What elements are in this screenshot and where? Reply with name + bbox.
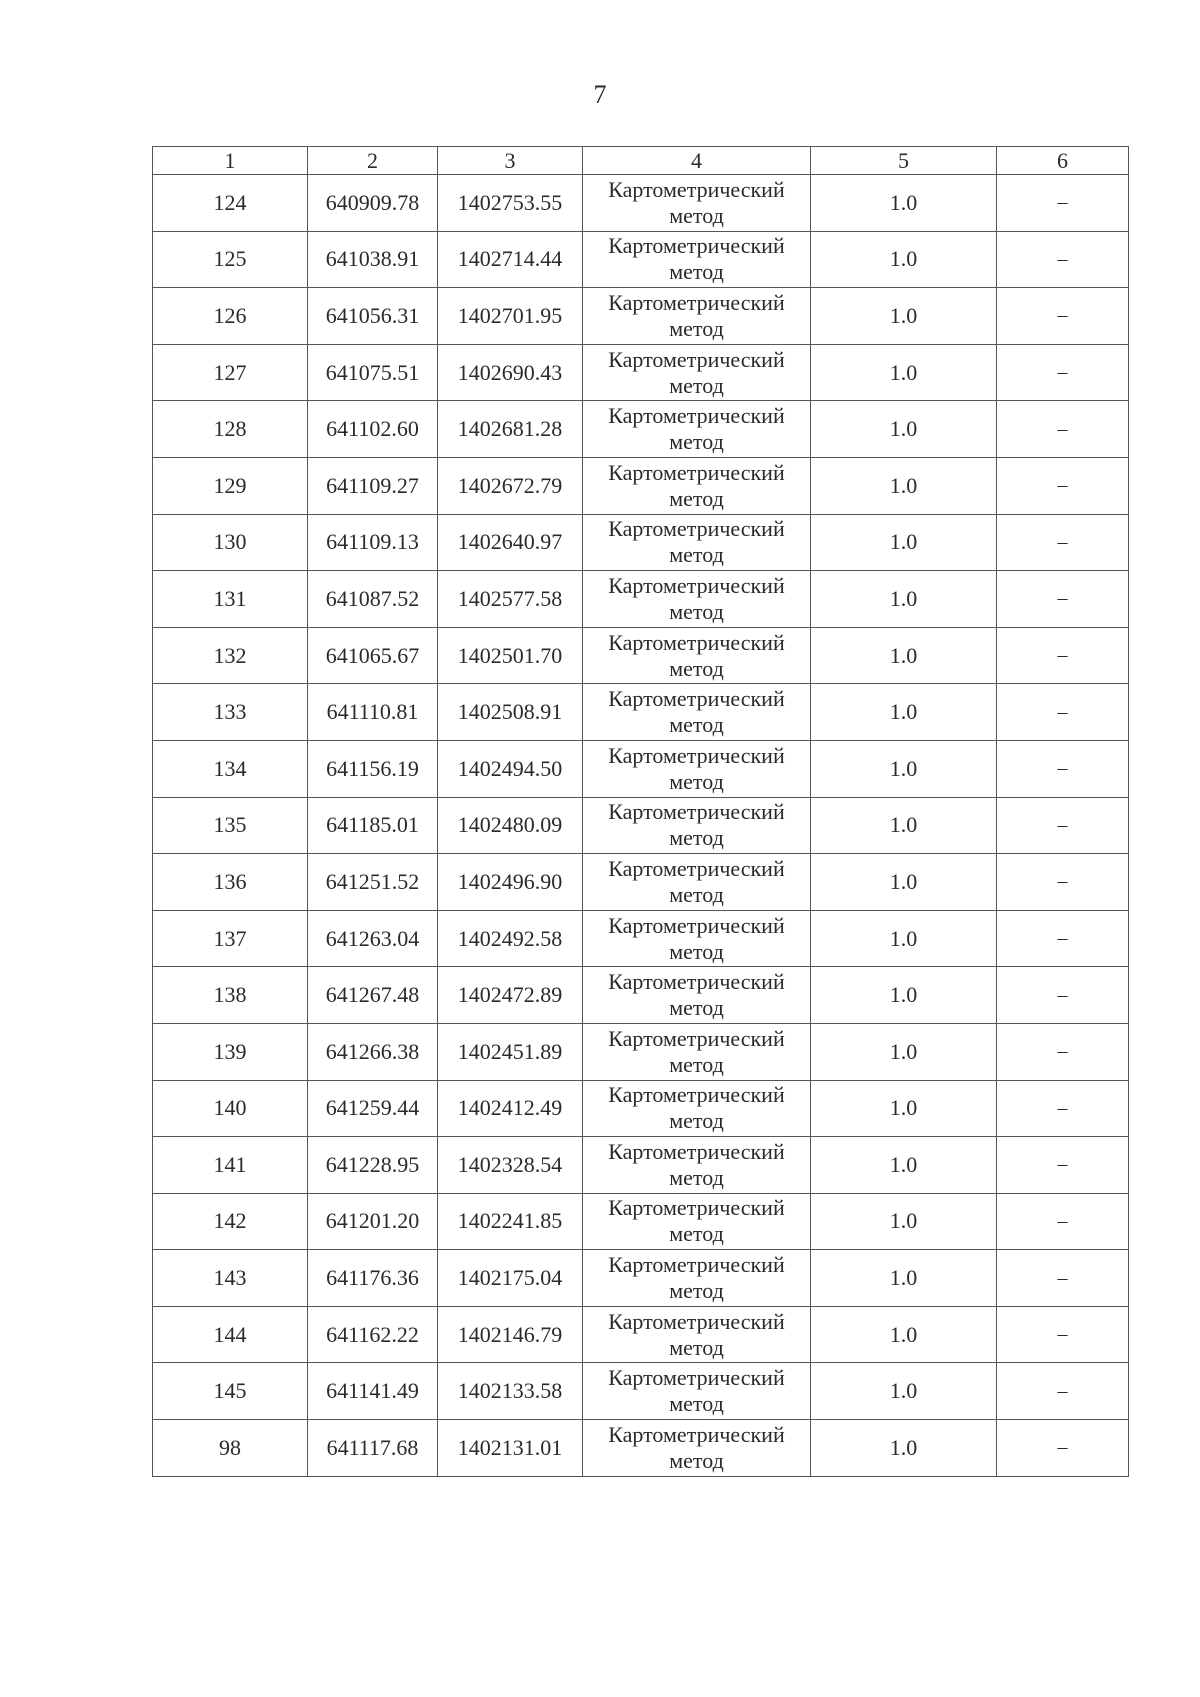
method-line-1: Картометрический (608, 1308, 785, 1334)
method-line-1: Картометрический (608, 572, 785, 598)
method-line-2: метод (669, 202, 724, 228)
y-coordinate-cell: 1402681.28 (438, 401, 583, 458)
note-cell: – (997, 175, 1129, 232)
accuracy-cell: 1.0 (811, 457, 997, 514)
point-number-cell: 138 (153, 967, 308, 1024)
y-coordinate-cell: 1402241.85 (438, 1193, 583, 1250)
table-header (153, 147, 1129, 175)
method-cell (583, 401, 811, 458)
header-col-5: 5 (811, 147, 997, 175)
accuracy-cell: 1.0 (811, 797, 997, 854)
table-row (153, 231, 1129, 288)
table-row (153, 457, 1129, 514)
note-cell: – (997, 910, 1129, 967)
accuracy-cell: 1.0 (811, 1080, 997, 1137)
accuracy-cell: 1.0 (811, 514, 997, 571)
method-cell (583, 967, 811, 1024)
method-line-1: Картометрический (608, 912, 785, 938)
x-coordinate-cell: 641109.13 (308, 514, 438, 571)
method-cell (583, 231, 811, 288)
point-number-cell: 145 (153, 1363, 308, 1420)
y-coordinate-cell: 1402492.58 (438, 910, 583, 967)
note-cell: – (997, 457, 1129, 514)
table-row (153, 1250, 1129, 1307)
x-coordinate-cell: 641185.01 (308, 797, 438, 854)
x-coordinate-cell: 640909.78 (308, 175, 438, 232)
x-coordinate-cell: 641109.27 (308, 457, 438, 514)
accuracy-cell: 1.0 (811, 967, 997, 1024)
table-row (153, 571, 1129, 628)
note-cell: – (997, 571, 1129, 628)
x-coordinate-cell: 641141.49 (308, 1363, 438, 1420)
point-number-cell: 128 (153, 401, 308, 458)
method-line-2: метод (669, 598, 724, 624)
y-coordinate-cell: 1402577.58 (438, 571, 583, 628)
point-number-cell: 144 (153, 1306, 308, 1363)
method-cell (583, 344, 811, 401)
accuracy-cell: 1.0 (811, 231, 997, 288)
y-coordinate-cell: 1402412.49 (438, 1080, 583, 1137)
method-line-2: метод (669, 542, 724, 568)
method-cell (583, 1023, 811, 1080)
accuracy-cell: 1.0 (811, 1193, 997, 1250)
method-line-1: Картометрический (608, 459, 785, 485)
accuracy-cell: 1.0 (811, 288, 997, 345)
y-coordinate-cell: 1402701.95 (438, 288, 583, 345)
table-row (153, 797, 1129, 854)
note-cell: – (997, 401, 1129, 458)
x-coordinate-cell: 641117.68 (308, 1420, 438, 1477)
table-row (153, 684, 1129, 741)
method-line-1: Картометрический (608, 403, 785, 429)
y-coordinate-cell: 1402508.91 (438, 684, 583, 741)
x-coordinate-cell: 641266.38 (308, 1023, 438, 1080)
table-row (153, 175, 1129, 232)
method-line-2: метод (669, 712, 724, 738)
method-line-1: Картометрический (608, 233, 785, 259)
header-col-3: 3 (438, 147, 583, 175)
method-line-1: Картометрический (608, 516, 785, 542)
method-line-1: Картометрический (608, 969, 785, 995)
method-cell (583, 1080, 811, 1137)
table-row (153, 1023, 1129, 1080)
y-coordinate-cell: 1402501.70 (438, 627, 583, 684)
note-cell: – (997, 1080, 1129, 1137)
method-cell (583, 457, 811, 514)
method-cell (583, 571, 811, 628)
table-row (153, 401, 1129, 458)
y-coordinate-cell: 1402451.89 (438, 1023, 583, 1080)
method-line-2: метод (669, 1278, 724, 1304)
point-number-cell: 133 (153, 684, 308, 741)
point-number-cell: 129 (153, 457, 308, 514)
x-coordinate-cell: 641056.31 (308, 288, 438, 345)
y-coordinate-cell: 1402714.44 (438, 231, 583, 288)
note-cell: – (997, 231, 1129, 288)
point-number-cell: 132 (153, 627, 308, 684)
note-cell: – (997, 854, 1129, 911)
note-cell: – (997, 1137, 1129, 1194)
point-number-cell: 134 (153, 740, 308, 797)
method-line-2: метод (669, 1051, 724, 1077)
note-cell: – (997, 627, 1129, 684)
accuracy-cell: 1.0 (811, 740, 997, 797)
method-line-2: метод (669, 938, 724, 964)
note-cell: – (997, 514, 1129, 571)
method-cell (583, 175, 811, 232)
point-number-cell: 137 (153, 910, 308, 967)
note-cell: – (997, 967, 1129, 1024)
y-coordinate-cell: 1402496.90 (438, 854, 583, 911)
x-coordinate-cell: 641087.52 (308, 571, 438, 628)
x-coordinate-cell: 641110.81 (308, 684, 438, 741)
x-coordinate-cell: 641065.67 (308, 627, 438, 684)
x-coordinate-cell: 641267.48 (308, 967, 438, 1024)
header-row (153, 147, 1129, 175)
method-line-1: Картометрический (608, 686, 785, 712)
table-row (153, 288, 1129, 345)
point-number-cell: 130 (153, 514, 308, 571)
method-line-2: метод (669, 429, 724, 455)
accuracy-cell: 1.0 (811, 1306, 997, 1363)
point-number-cell: 131 (153, 571, 308, 628)
method-cell (583, 1420, 811, 1477)
accuracy-cell: 1.0 (811, 1023, 997, 1080)
y-coordinate-cell: 1402672.79 (438, 457, 583, 514)
coordinates-table (152, 146, 1129, 1477)
table-row (153, 344, 1129, 401)
y-coordinate-cell: 1402494.50 (438, 740, 583, 797)
y-coordinate-cell: 1402472.89 (438, 967, 583, 1024)
method-cell (583, 1306, 811, 1363)
note-cell: – (997, 797, 1129, 854)
note-cell: – (997, 1250, 1129, 1307)
note-cell: – (997, 344, 1129, 401)
accuracy-cell: 1.0 (811, 854, 997, 911)
note-cell: – (997, 684, 1129, 741)
method-line-1: Картометрический (608, 1025, 785, 1051)
method-cell (583, 1363, 811, 1420)
method-line-1: Картометрический (608, 176, 785, 202)
method-line-2: метод (669, 1447, 724, 1473)
method-cell (583, 1137, 811, 1194)
point-number-cell: 125 (153, 231, 308, 288)
x-coordinate-cell: 641102.60 (308, 401, 438, 458)
table-row (153, 1137, 1129, 1194)
x-coordinate-cell: 641201.20 (308, 1193, 438, 1250)
table-body (153, 175, 1129, 1477)
method-cell (583, 627, 811, 684)
accuracy-cell: 1.0 (811, 175, 997, 232)
method-line-1: Картометрический (608, 1365, 785, 1391)
header-col-6: 6 (997, 147, 1129, 175)
accuracy-cell: 1.0 (811, 401, 997, 458)
x-coordinate-cell: 641162.22 (308, 1306, 438, 1363)
table-row (153, 854, 1129, 911)
point-number-cell: 135 (153, 797, 308, 854)
method-cell (583, 740, 811, 797)
y-coordinate-cell: 1402480.09 (438, 797, 583, 854)
y-coordinate-cell: 1402146.79 (438, 1306, 583, 1363)
method-line-1: Картометрический (608, 1082, 785, 1108)
point-number-cell: 139 (153, 1023, 308, 1080)
accuracy-cell: 1.0 (811, 627, 997, 684)
method-line-2: метод (669, 1334, 724, 1360)
method-cell (583, 288, 811, 345)
method-line-2: метод (669, 1164, 724, 1190)
header-col-2: 2 (308, 147, 438, 175)
point-number-cell: 142 (153, 1193, 308, 1250)
table-row (153, 1306, 1129, 1363)
method-line-1: Картометрический (608, 346, 785, 372)
y-coordinate-cell: 1402690.43 (438, 344, 583, 401)
method-line-2: метод (669, 485, 724, 511)
x-coordinate-cell: 641176.36 (308, 1250, 438, 1307)
x-coordinate-cell: 641251.52 (308, 854, 438, 911)
method-line-2: метод (669, 655, 724, 681)
method-line-2: метод (669, 1221, 724, 1247)
table-row (153, 627, 1129, 684)
method-cell (583, 1193, 811, 1250)
point-number-cell: 136 (153, 854, 308, 911)
y-coordinate-cell: 1402753.55 (438, 175, 583, 232)
y-coordinate-cell: 1402175.04 (438, 1250, 583, 1307)
x-coordinate-cell: 641156.19 (308, 740, 438, 797)
method-line-1: Картометрический (608, 799, 785, 825)
method-cell (583, 514, 811, 571)
x-coordinate-cell: 641038.91 (308, 231, 438, 288)
method-line-2: метод (669, 259, 724, 285)
accuracy-cell: 1.0 (811, 1420, 997, 1477)
accuracy-cell: 1.0 (811, 684, 997, 741)
note-cell: – (997, 740, 1129, 797)
accuracy-cell: 1.0 (811, 1250, 997, 1307)
method-line-1: Картометрический (608, 629, 785, 655)
point-number-cell: 127 (153, 344, 308, 401)
method-line-1: Картометрический (608, 855, 785, 881)
table-row (153, 740, 1129, 797)
x-coordinate-cell: 641259.44 (308, 1080, 438, 1137)
table-row (153, 1420, 1129, 1477)
accuracy-cell: 1.0 (811, 1363, 997, 1420)
table-row (153, 1080, 1129, 1137)
method-line-1: Картометрический (608, 742, 785, 768)
note-cell: – (997, 1023, 1129, 1080)
point-number-cell: 124 (153, 175, 308, 232)
method-line-1: Картометрический (608, 1421, 785, 1447)
x-coordinate-cell: 641075.51 (308, 344, 438, 401)
method-cell (583, 797, 811, 854)
point-number-cell: 143 (153, 1250, 308, 1307)
point-number-cell: 141 (153, 1137, 308, 1194)
point-number-cell: 98 (153, 1420, 308, 1477)
method-line-1: Картометрический (608, 289, 785, 315)
method-line-2: метод (669, 881, 724, 907)
method-line-2: метод (669, 995, 724, 1021)
method-cell (583, 684, 811, 741)
method-cell (583, 854, 811, 911)
method-line-2: метод (669, 825, 724, 851)
method-line-1: Картометрический (608, 1138, 785, 1164)
note-cell: – (997, 288, 1129, 345)
x-coordinate-cell: 641228.95 (308, 1137, 438, 1194)
y-coordinate-cell: 1402328.54 (438, 1137, 583, 1194)
accuracy-cell: 1.0 (811, 1137, 997, 1194)
note-cell: – (997, 1363, 1129, 1420)
method-cell (583, 1250, 811, 1307)
table-row (153, 910, 1129, 967)
x-coordinate-cell: 641263.04 (308, 910, 438, 967)
header-col-1: 1 (153, 147, 308, 175)
page-number: 7 (593, 80, 607, 109)
table-row (153, 1363, 1129, 1420)
y-coordinate-cell: 1402131.01 (438, 1420, 583, 1477)
note-cell: – (997, 1193, 1129, 1250)
method-line-1: Картометрический (608, 1195, 785, 1221)
y-coordinate-cell: 1402640.97 (438, 514, 583, 571)
method-line-2: метод (669, 372, 724, 398)
header-col-4: 4 (583, 147, 811, 175)
y-coordinate-cell: 1402133.58 (438, 1363, 583, 1420)
accuracy-cell: 1.0 (811, 910, 997, 967)
method-line-2: метод (669, 1108, 724, 1134)
method-line-2: метод (669, 1391, 724, 1417)
accuracy-cell: 1.0 (811, 571, 997, 628)
method-cell (583, 910, 811, 967)
method-line-1: Картометрический (608, 1252, 785, 1278)
table-row (153, 967, 1129, 1024)
point-number-cell: 140 (153, 1080, 308, 1137)
table-row (153, 514, 1129, 571)
method-line-2: метод (669, 315, 724, 341)
method-line-2: метод (669, 768, 724, 794)
accuracy-cell: 1.0 (811, 344, 997, 401)
table-row (153, 1193, 1129, 1250)
note-cell: – (997, 1306, 1129, 1363)
note-cell: – (997, 1420, 1129, 1477)
point-number-cell: 126 (153, 288, 308, 345)
